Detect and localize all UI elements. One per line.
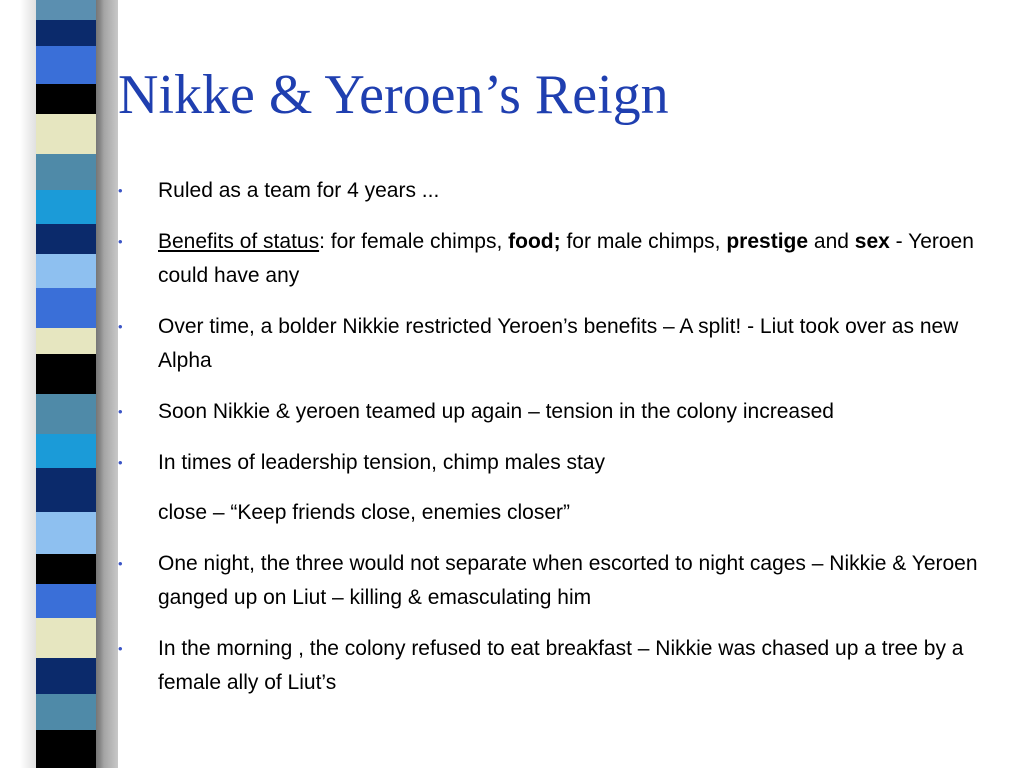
bullet-text: for male chimps, — [560, 230, 727, 253]
bullet-text: In times of leadership tension, chimp males stay — [158, 451, 606, 474]
bullet-text: : for female chimps, — [319, 230, 509, 253]
strip-band — [36, 224, 96, 254]
strip-band — [36, 84, 96, 114]
strip-band — [36, 0, 96, 20]
bullet-text: close – “Keep friends close, enemies closer” — [158, 501, 571, 524]
strip-band — [36, 512, 96, 554]
strip-band — [36, 254, 96, 288]
food-text: food; — [508, 230, 561, 253]
bullet-text: In the morning , the colony refused to eat breakfast – Nikkie was chased up a tree by a female ally of Liut’s — [158, 637, 964, 694]
strip-band — [36, 288, 96, 328]
bullet-icon: • — [118, 641, 123, 656]
benefits-of-status-text: Benefits of status — [158, 230, 320, 253]
bullet-text: and — [808, 230, 855, 253]
bullet-item — [118, 174, 998, 208]
bullet-text: Over time, a bolder Nikkie restricted Yeroen’s benefits – A split! - Liut took over as new Alpha — [158, 315, 959, 372]
strip-band — [36, 694, 96, 730]
strip-band — [36, 554, 96, 584]
bullet-item — [118, 225, 998, 293]
bullet-continuation — [118, 496, 998, 530]
bullet-list — [118, 174, 998, 717]
slide-title: Nikke & Yeroen’s Reign — [118, 64, 669, 126]
bullet-item — [118, 547, 998, 615]
strip-band — [36, 46, 96, 84]
sex-text: sex — [854, 230, 890, 253]
bullet-icon: • — [118, 404, 123, 419]
bullet-icon: • — [118, 556, 123, 571]
strip-band — [36, 154, 96, 190]
bullet-icon: • — [118, 455, 123, 470]
bullet-item — [118, 446, 998, 480]
bullet-item — [118, 395, 998, 429]
strip-band — [36, 730, 96, 768]
bullet-item — [118, 632, 998, 700]
bullet-item — [118, 310, 998, 378]
bullet-text: Ruled as a team for 4 years ... — [158, 179, 440, 202]
bullet-text: - Yeroen could have any — [158, 230, 974, 287]
strip-band — [36, 394, 96, 434]
bullet-icon: • — [118, 183, 123, 198]
decorative-striped-bar — [36, 0, 96, 768]
bullet-text: Soon Nikkie & yeroen teamed up again – tension in the colony increased — [158, 400, 834, 423]
strip-band — [36, 354, 96, 394]
decorative-strip-edge — [96, 0, 104, 768]
strip-band — [36, 20, 96, 46]
strip-band — [36, 114, 96, 154]
strip-band — [36, 658, 96, 694]
strip-band — [36, 328, 96, 354]
strip-band — [36, 468, 96, 512]
prestige-text: prestige — [726, 230, 809, 253]
strip-band — [36, 190, 96, 224]
strip-band — [36, 584, 96, 618]
bullet-icon: • — [118, 319, 123, 334]
bullet-icon: • — [118, 234, 123, 249]
strip-band — [36, 434, 96, 468]
bullet-text: One night, the three would not separate when escorted to night cages – Nikkie & Yeroen ganged up on Liut – killing & emasculating him — [158, 552, 978, 609]
strip-band — [36, 618, 96, 658]
